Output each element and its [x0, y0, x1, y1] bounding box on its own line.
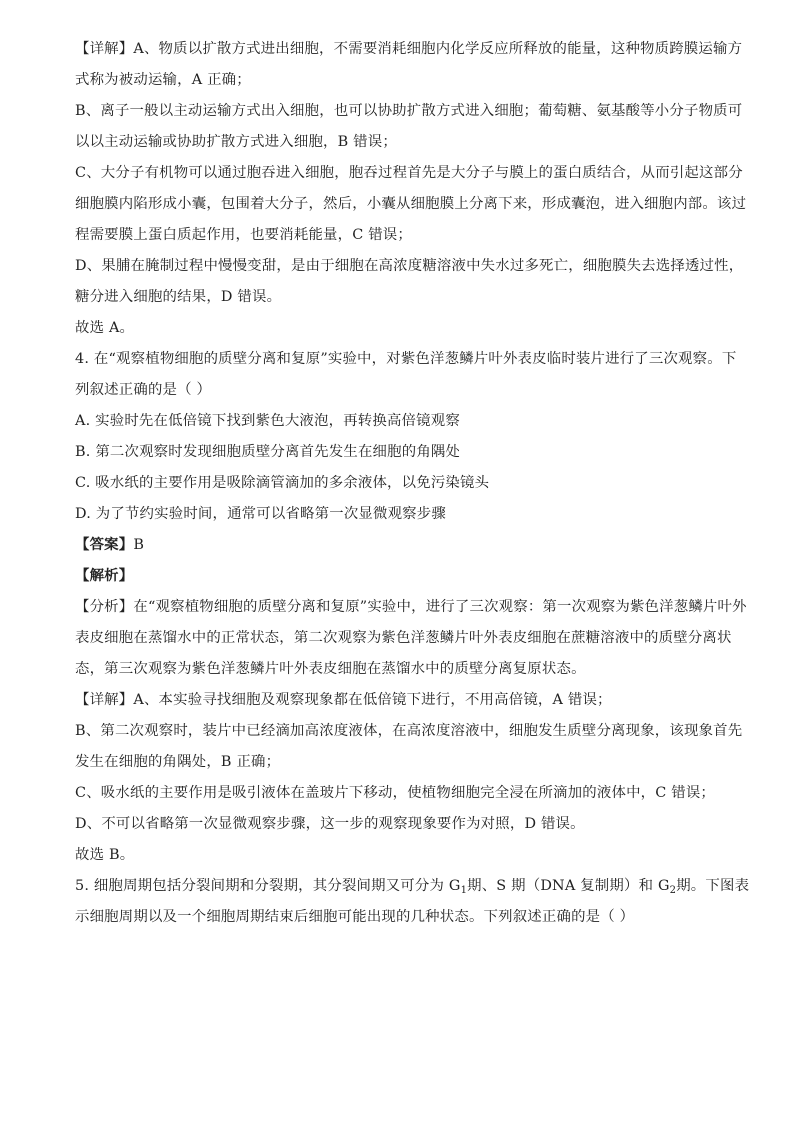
detail-line-8: D、果脯在腌制过程中慢慢变甜，是由于细胞在高浓度糖溶液中失水过多死亡，细胞膜失去选择透过性，: [75, 258, 744, 274]
q4-detail-line-5: D、不可以省略第一次显微观察步骤，这一步的观察现象要作为对照，D 错误。: [75, 816, 585, 832]
option-b: B. 第二次观察时发现细胞质壁分离首先发生在细胞的角隅处: [75, 444, 461, 460]
detail-line-3: B、离子一般以主动运输方式出入细胞，也可以协助扩散方式进入细胞；葡萄糖、氨基酸等小分子物质可: [75, 103, 743, 119]
question-4-stem: 4. 在“观察植物细胞的质壁分离和复原”实验中，对紫色洋葱鳞片叶外表皮临时装片进行了三次观察。下: [75, 351, 737, 367]
question-5-stem-cont: 示细胞周期以及一个细胞周期结束后细胞可能出现的几种状态。下列叙述正确的是（ ）: [75, 909, 635, 925]
conclusion-line: 故选 A。: [75, 320, 135, 336]
detail-line-4: 以以主动运输或协助扩散方式进入细胞，B 错误；: [75, 134, 397, 150]
detail-line-1: 【详解】A、物质以扩散方式进出细胞，不需要消耗细胞内化学反应所释放的能量，这种物质跨膜运输方: [75, 41, 743, 57]
q4-detail-line-4: C、吸水纸的主要作用是吸引液体在盖玻片下移动，使植物细胞完全浸在所滴加的液体中，C 错误；: [75, 785, 716, 801]
option-c: C. 吸水纸的主要作用是吸除滴管滴加的多余液体，以免污染镜头: [75, 475, 490, 491]
q4-detail-line-1: 【详解】A、本实验寻找细胞及观察现象都在低倍镜下进行，不用高倍镜，A 错误；: [75, 692, 612, 708]
detail-line-6: 细胞膜内陷形成小囊，包围着大分子，然后，小囊从细胞膜上分离下来，形成囊泡，进入细胞内部。该过: [75, 196, 747, 212]
answer-value: B: [133, 537, 145, 553]
answer-tag: 【答案】: [75, 536, 134, 553]
q4-detail-line-2: B、第二次观察时，装片中已经滴加高浓度液体，在高浓度溶液中，细胞发生质壁分离现象，该现象首先: [75, 723, 743, 739]
detail-line-2: 式称为被动运输，A 正确；: [75, 72, 251, 88]
analysis-line-2: 表皮细胞在蒸馏水中的正常状态，第二次观察为紫色洋葱鳞片叶外表皮细胞在蔗糖溶液中的质壁分离状: [75, 630, 732, 646]
q5-subscript-2: 2: [669, 885, 677, 896]
q4-conclusion-line: 故选 B。: [75, 847, 135, 863]
option-a: A. 实验时先在低倍镜下找到紫色大液泡，再转换高倍镜观察: [75, 413, 460, 429]
detail-line-5: C、大分子有机物可以通过胞吞进入细胞，胞吞过程首先是大分子与膜上的蛋白质结合，从而引起这部分: [75, 165, 743, 181]
analysis-tag: 【解析】: [75, 567, 134, 584]
analysis-line-3: 态，第三次观察为紫色洋葱鳞片叶外表皮细胞在蒸馏水中的质壁分离复原状态。: [75, 661, 586, 677]
q5-text-post: 期。下图表: [676, 878, 750, 894]
option-d: D. 为了节约实验时间，通常可以省略第一次显微观察步骤: [75, 506, 446, 522]
q5-subscript-1: 1: [460, 885, 468, 896]
q5-text-pre: 5. 细胞周期包括分裂间期和分裂期，其分裂间期又可分为 G: [75, 878, 461, 894]
detail-line-7: 程需要膜上蛋白质起作用，也要消耗能量，C 错误；: [75, 227, 412, 243]
q4-detail-line-3: 发生在细胞的角隅处，B 正确；: [75, 754, 281, 770]
question-5-stem: [75, 876, 749, 901]
q5-text-mid: 期、S 期（DNA 复制期）和 G: [467, 878, 670, 894]
question-4-stem-cont: 列叙述正确的是（ ）: [75, 382, 212, 398]
answer-line: [75, 535, 144, 555]
detail-line-9: 糖分进入细胞的结果，D 错误。: [75, 289, 282, 305]
analysis-line-1: 【分析】在“观察植物细胞的质壁分离和复原”实验中，进行了三次观察：第一次观察为紫色洋葱鳞片叶外: [75, 599, 747, 615]
